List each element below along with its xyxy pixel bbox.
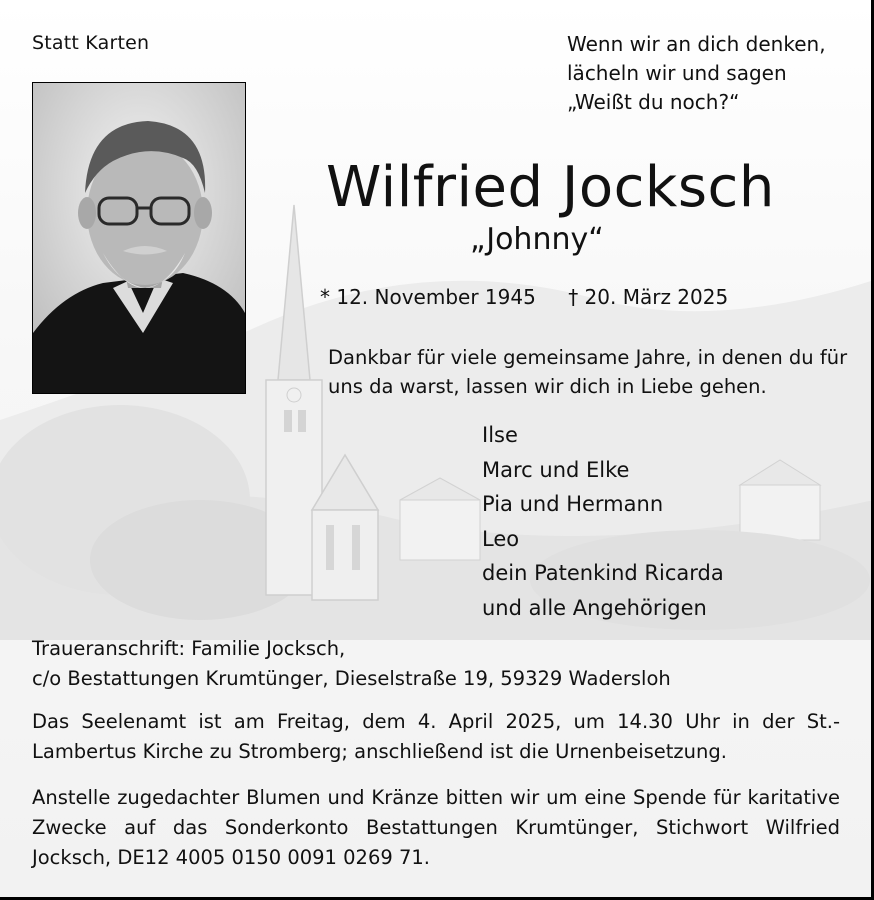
mourners-list [482, 418, 724, 625]
portrait-photo [32, 82, 246, 394]
mourner-name: Marc und Elke [482, 457, 630, 482]
mourner-name: und alle Angehörigen [482, 595, 707, 620]
mourner-name: Pia und Hermann [482, 492, 664, 516]
mourning-address [32, 634, 842, 694]
donation-info: Anstelle zugedachter Blumen und Kränze bitten wir um eine Spende für karitative Zwecke auf das Sonderkonto Bestattungen Krumtünger, Stichwort Wilfried Jocksch, DE12 4005 0150 0091 0269 71. [32, 786, 840, 869]
service-info: Das Seelenamt ist am Freitag, dem 4. April 2025, um 14.30 Uhr in der St.-Lambertus Kirche zu Stromberg; anschließend ist die Urnenbeisetzung. [32, 710, 840, 763]
address-line: Traueranschrift: Familie Jocksch, [32, 637, 346, 660]
mourner-name: Leo [482, 526, 520, 551]
life-dates [320, 285, 754, 309]
quote-line: Wenn wir an dich denken, [567, 32, 826, 56]
mourner-name: dein Patenkind Ricarda [482, 561, 724, 585]
quote [567, 30, 837, 117]
statt-karten-label: Statt Karten [32, 32, 150, 54]
quote-line: lächeln wir und sagen [567, 61, 787, 85]
deceased-name: Wilfried Jocksch [326, 155, 775, 220]
death-date: † 20. März 2025 [568, 285, 729, 309]
mourner-name: Ilse [482, 423, 518, 447]
birth-date: * 12. November 1945 [320, 285, 536, 309]
address-line: c/o Bestattungen Krumtünger, Dieselstraße 19, 59329 Wadersloh [32, 667, 671, 690]
deceased-nickname: „Johnny“ [470, 222, 604, 257]
quote-line: „Weißt du noch?“ [567, 90, 740, 114]
thanks-text: Dankbar für viele gemeinsame Jahre, in denen du für uns da warst, lassen wir dich in Liebe gehen. [328, 346, 848, 398]
